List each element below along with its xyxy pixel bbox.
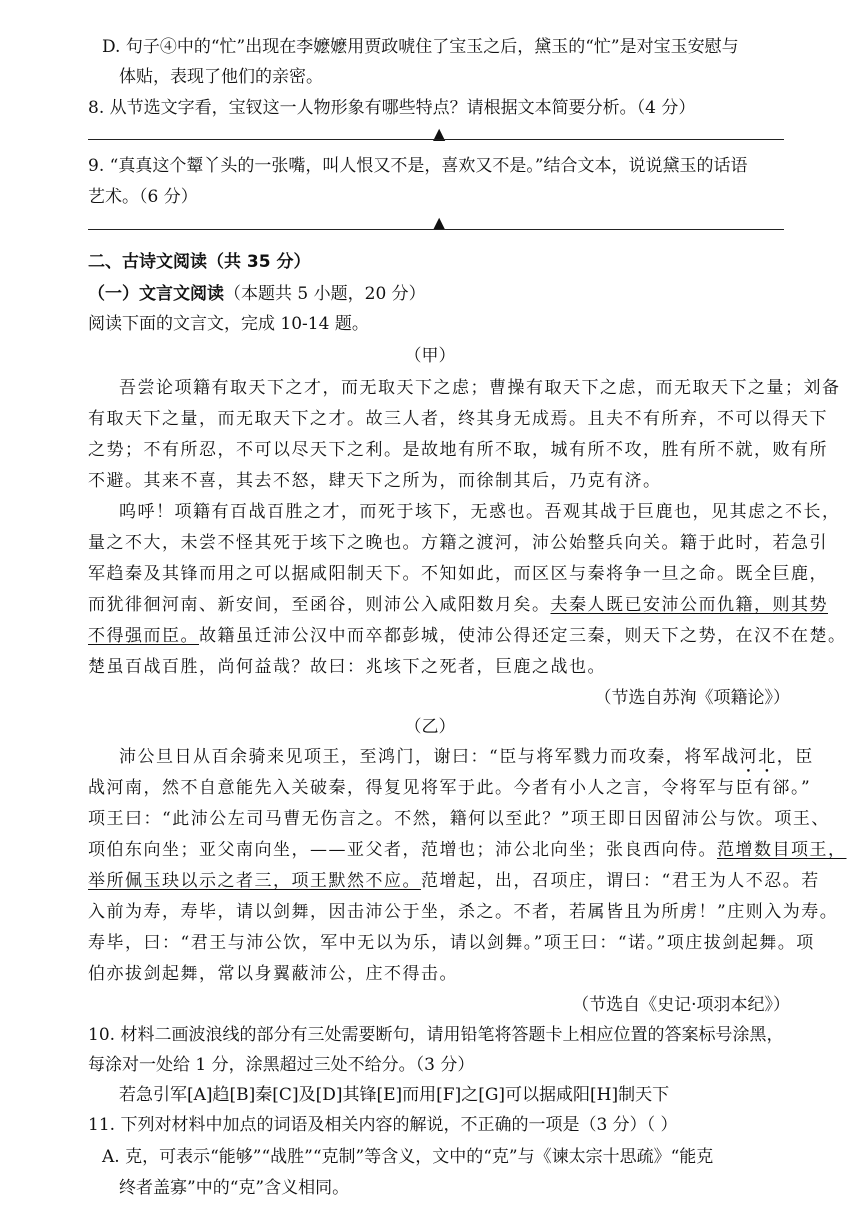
passage-jia-p2-line6: 楚虽百战百胜，尚何益哉？故曰：兆垓下之死者，巨鹿之战也。: [88, 657, 606, 677]
passage-jia-p2-line1: 呜呼！项籍有百战百胜之才，而死于垓下，无惑也。吾观其战于巨鹿也，见其虑之不长，: [119, 502, 841, 522]
underlined-sentence-yi-part1: 范增数目项王，: [717, 840, 847, 860]
subsection-1-heading: [88, 283, 426, 305]
underlined-sentence-jia-part1: 夫秦人既已安沛公而仇籍，则其势: [550, 595, 828, 615]
question-10-options: 若急引军[A]趋[B]秦[C]及[D]其锋[E]而用[F]之[G]可以据咸阳[H]制天下: [119, 1085, 670, 1105]
question-8: 8. 从节选文字看，宝钗这一人物形象有哪些特点？请根据文本简要分析。（4 分）: [88, 98, 696, 118]
source-yi: （节选自《史记·项羽本纪》）: [572, 995, 790, 1015]
passage-yi-line7: 寿毕，曰：“君王与沛公饮，军中无以为乐，请以剑舞。”项王曰：“诺。”项庄拔剑起舞。项: [88, 933, 815, 953]
answer-marker-icon: ▲: [433, 213, 446, 232]
passage-yi-line8: 伯亦拔剑起舞，常以身翼蔽沛公，庄不得击。: [88, 964, 458, 984]
subsection-1-title: （一）文言文阅读: [88, 284, 224, 304]
passage-jia-p2-line5: [88, 625, 847, 647]
question-9-line1: 9. “真真这个颦丫头的一张嘴，叫人恨又不是，喜欢又不是。”结合文本，说说黛玉的话语: [88, 156, 748, 176]
question-9-line2: 艺术。（6 分）: [88, 187, 198, 207]
passage-yi-line4: [88, 839, 847, 861]
passage-yi-line1-text: 沛公旦日从百余骑来见项王，至鸿门，谢曰：“臣与将军戮力而攻秦，将军战: [119, 747, 740, 767]
passage-jia-p2-line2: 量之不大，未尝不怪其死于垓下之晚也。方籍之渡河，沛公始整兵向关。籍于此时，若急引: [88, 533, 828, 553]
passage-jia-p1-line4: 不避。其来不喜，其去不怒，肆天下之所为，而徐制其后，乃克有济。: [88, 471, 662, 491]
passage-jia-p2-line5-text: 故籍虽迁沛公汉中而卒都彭城，使沛公得还定三秦，则天下之势，在汉不在楚。: [199, 626, 847, 646]
passage-yi-line5-text: 范增起，出，召项庄，谓曰：“君王为人不忍。若: [421, 871, 820, 891]
source-jia: （节选自苏洵《项籍论》）: [594, 688, 790, 708]
passage-yi-line1: [119, 746, 814, 777]
answer-line-8: [88, 139, 784, 140]
answer-line-9: [88, 229, 784, 230]
passage-jia-p1-line2: 有取天下之量，而无取天下之才。故三人者，终其身无成焉。且夫不有所弃，不可以得天下: [88, 409, 828, 429]
underlined-sentence-yi-part2: 举所佩玉玦以示之者三，项王默然不应。: [88, 871, 421, 891]
option-d-line1: D. 句子④中的“忙”出现在李嬷嬷用贾政唬住了宝玉之后，黛玉的“忙”是对宝玉安慰与: [102, 37, 739, 57]
question-11: 11. 下列对材料中加点的词语及相关内容的解说，不正确的一项是（3 分）（ ）: [88, 1115, 678, 1135]
option-d-line2: 体贴，表现了他们的亲密。: [119, 67, 323, 87]
question-10-line1: 10. 材料二画波浪线的部分有三处需要断句，请用铅笔将答题卡上相应位置的答案标号涂黑，: [88, 1025, 784, 1045]
subsection-1-note: （本题共 5 小题，20 分）: [224, 284, 426, 304]
passage-jia-p2-line4-text: 而犹徘徊河南、新安间，至函谷，则沛公入咸阳数月矣。: [88, 595, 551, 615]
passage-jia-p1-line1: 吾尝论项籍有取天下之才，而无取天下之虑；曹操有取天下之虑，而无取天下之量；刘备: [119, 378, 841, 398]
passage-jia-p2-line4: [88, 594, 828, 616]
passage-yi-line2: 战河南，然不自意能先入关破秦，得复见将军于此。今者有小人之言，令将军与臣有郤。”: [88, 778, 812, 798]
underlined-sentence-jia-part2: 不得强而臣。: [88, 626, 199, 646]
dotted-word-hebei: 河北: [739, 747, 777, 767]
passage-jia-p2-line3: 军趋秦及其锋而用之可以据咸阳制天下。不知如此，而区区与秦将争一旦之命。既全巨鹿，: [88, 564, 828, 584]
passage-jia-p1-line3: 之势；不有所忍，不可以尽天下之利。是故地有所不取，城有所不攻，胜有所不就，败有所: [88, 440, 828, 460]
passage-yi-label: （乙）: [404, 717, 456, 737]
passage-yi-line5: [88, 870, 820, 892]
answer-marker-icon: ▲: [433, 124, 446, 143]
section-2-heading: 二、古诗文阅读（共 35 分）: [88, 252, 311, 272]
option-a-line2: 终者盖寡”中的“克”含义相同。: [119, 1178, 350, 1198]
option-a-line1: A. 克，可表示“能够”“战胜”“克制”等含义，文中的“克”与《谏太宗十思疏》“能克: [102, 1147, 714, 1167]
passage-jia-label: （甲）: [404, 346, 456, 366]
passage-yi-line3: 项王曰：“此沛公左司马曹无伤言之。不然，籍何以至此？”项王即日因留沛公与饮。项王、: [88, 809, 830, 829]
passage-yi-line6: 入前为寿，寿毕，请以剑舞，因击沛公于坐，杀之。不者，若属皆且为所虏！”庄则入为寿。: [88, 902, 839, 922]
passage-yi-line4-text: 项伯东向坐；亚父南向坐，——亚父者，范增也；沛公北向坐；张良西向侍。: [88, 840, 717, 860]
reading-instruction: 阅读下面的文言文，完成 10-14 题。: [88, 314, 369, 334]
passage-yi-line1-end: ，臣: [776, 747, 814, 767]
question-10-line2: 每涂对一处给 1 分，涂黑超过三处不给分。（3 分）: [88, 1055, 475, 1075]
